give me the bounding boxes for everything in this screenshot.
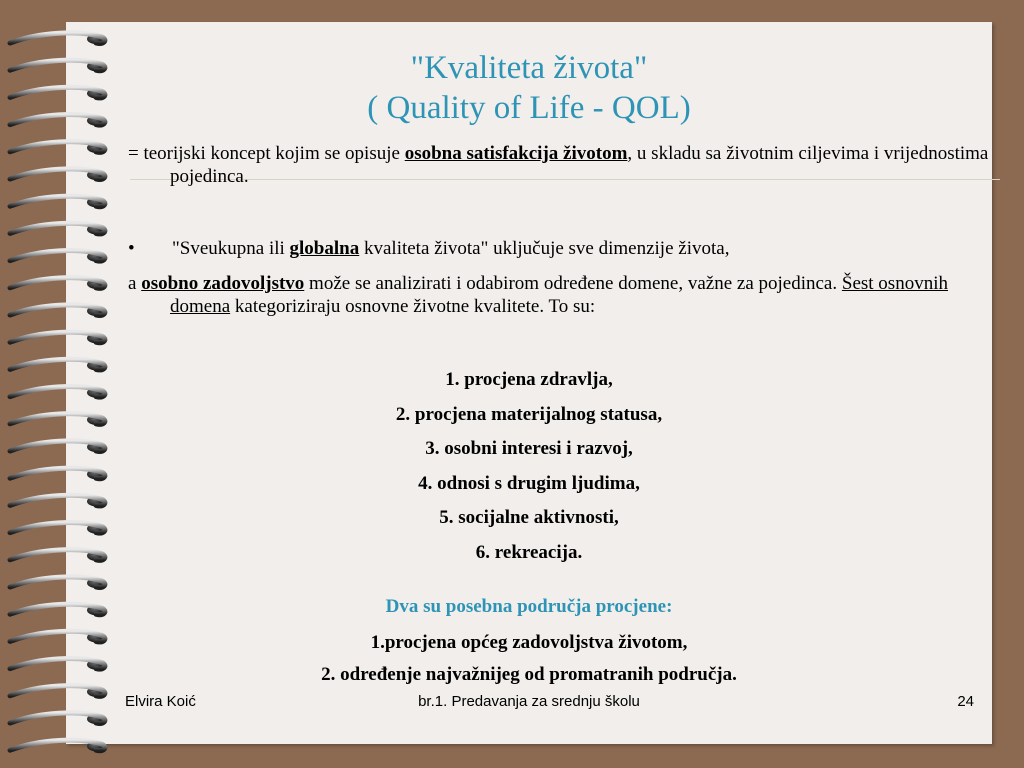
paragraph-prefix: a (128, 273, 142, 294)
definition-paragraph (128, 142, 1000, 188)
personal-satisfaction-paragraph (128, 272, 1000, 318)
definition-suffix: , u skladu sa životnim ciljevima i vrijednostima pojedinca. (170, 143, 989, 187)
list-item: 1. procjena zdravlja, (445, 369, 613, 390)
page-number: 24 (957, 693, 974, 710)
bullet-emphasis: globalna (289, 238, 360, 259)
list-item: 4. odnosi s drugim ljudima, (418, 472, 640, 494)
bullet-marker: • (128, 238, 135, 259)
domain-list (66, 363, 992, 570)
list-item: 6. rekreacija. (475, 541, 583, 563)
paragraph-middle: može se analizirati i odabirom određene domene, važne za pojedinca. (304, 273, 842, 294)
bullet-prefix: "Sveukupna ili (172, 238, 290, 259)
bullet-suffix: kvaliteta života" uključuje sve dimenzije života, (359, 238, 730, 259)
assessment-heading: Dva su posebna područja procjene: (385, 596, 673, 617)
definition-emphasis: osobna satisfakcija životom (404, 143, 628, 164)
bullet-paragraph (128, 237, 958, 260)
title-line-2: ( Quality of Life - QOL) (367, 90, 691, 126)
list-item: 2. određenje najvažnijeg od promatranih područja. (321, 664, 737, 685)
slide-title (66, 48, 992, 128)
paragraph-suffix: kategoriziraju osnovne životne kvalitete. To su: (230, 296, 596, 317)
list-item: 1.procjena općeg zadovoljstva životom, (370, 632, 688, 653)
list-item: 2. procjena materijalnog statusa, (395, 403, 663, 425)
footer-lecture: br.1. Predavanja za srednju školu (418, 693, 640, 710)
definition-prefix: = teorijski koncept kojim se opisuje (128, 143, 405, 164)
footer-author: Elvira Koić (125, 693, 196, 710)
assessment-list (66, 627, 992, 691)
paragraph-emphasis: osobno zadovoljstvo (141, 273, 305, 294)
title-line-1: "Kvaliteta života" (410, 50, 648, 86)
paragraph-underlined: Šest osnovnih domena (170, 273, 948, 317)
list-item: 5. socijalne aktivnosti, (439, 507, 619, 528)
list-item: 3. osobni interesi i razvoj, (425, 438, 633, 459)
